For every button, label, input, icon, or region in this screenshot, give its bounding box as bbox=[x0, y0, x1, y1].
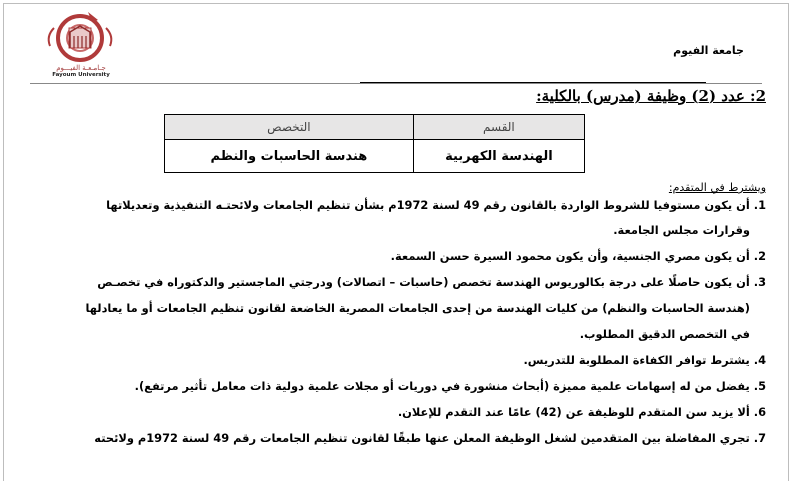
list-item: 1. أن يكون مستوفيا للشروط الواردة بالقانون رقم 49 لسنة 1972م بشأن تنظيم الجامعات ولائحتـه التنفيذية وتعديلاتها bbox=[106, 198, 766, 212]
table-header-cell: القسم bbox=[413, 115, 584, 140]
specialty-table bbox=[164, 114, 585, 173]
university-name: جامعة الفيوم bbox=[673, 44, 744, 57]
table-cell: هندسة الحاسبات والنظم bbox=[165, 140, 414, 173]
table-header-cell: التخصص bbox=[165, 115, 414, 140]
list-item: 2. أن يكون مصري الجنسية، وأن يكون محمود السيرة حسن السمعة. bbox=[390, 249, 766, 263]
conditions-label: ويشترط في المتقدم: bbox=[668, 181, 766, 194]
table-row bbox=[165, 140, 585, 173]
list-item: في التخصص الدقيق المطلوب. bbox=[579, 327, 750, 341]
section-title: 2: عدد (2) وظيفة (مدرس) بالكلية: bbox=[536, 87, 766, 105]
list-item: 5. يفضل من له إسهامات علمية مميزة (أبحاث منشورة في دوريات أو مجلات علمية دولية ذات معامل تأثير مرتفع). bbox=[134, 379, 766, 393]
logo-emblem-icon bbox=[40, 6, 120, 68]
table-cell: الهندسة الكهربية bbox=[413, 140, 584, 173]
list-item: (هندسة الحاسبات والنظم) من كليات الهندسة من إحدى الجامعات المصرية الخاضعة لقانون تنظيم الجامعات أو ما يعادلها bbox=[85, 301, 750, 315]
list-item: 4. يشترط توافر الكفاءة المطلوبة للتدريس. bbox=[523, 353, 766, 367]
header-rule bbox=[30, 83, 762, 84]
table-header-row bbox=[165, 115, 585, 140]
logo-english-text: Fayoum University bbox=[52, 72, 110, 78]
list-item: وقرارات مجلس الجامعة. bbox=[613, 223, 750, 237]
list-item: 6. ألا يزيد سن المتقدم للوظيفة عن (42) عامًا عند التقدم للإعلان. bbox=[397, 405, 766, 419]
logo-arabic-text: جـامـعـة الفيـــوم bbox=[56, 64, 106, 72]
list-item: 7. تجري المفاضلة بين المتقدمين لشغل الوظيفة المعلن عنها طبقًا لقانون تنظيم الجامعات رقم 49 لسنة 1972م ولائحته bbox=[94, 431, 766, 445]
list-item: 3. أن يكون حاصلًا على درجة بكالوريوس الهندسة تخصص (حاسبات – اتصالات) ودرجتي الماجستير والدكتوراه في تخصـص bbox=[97, 275, 766, 289]
